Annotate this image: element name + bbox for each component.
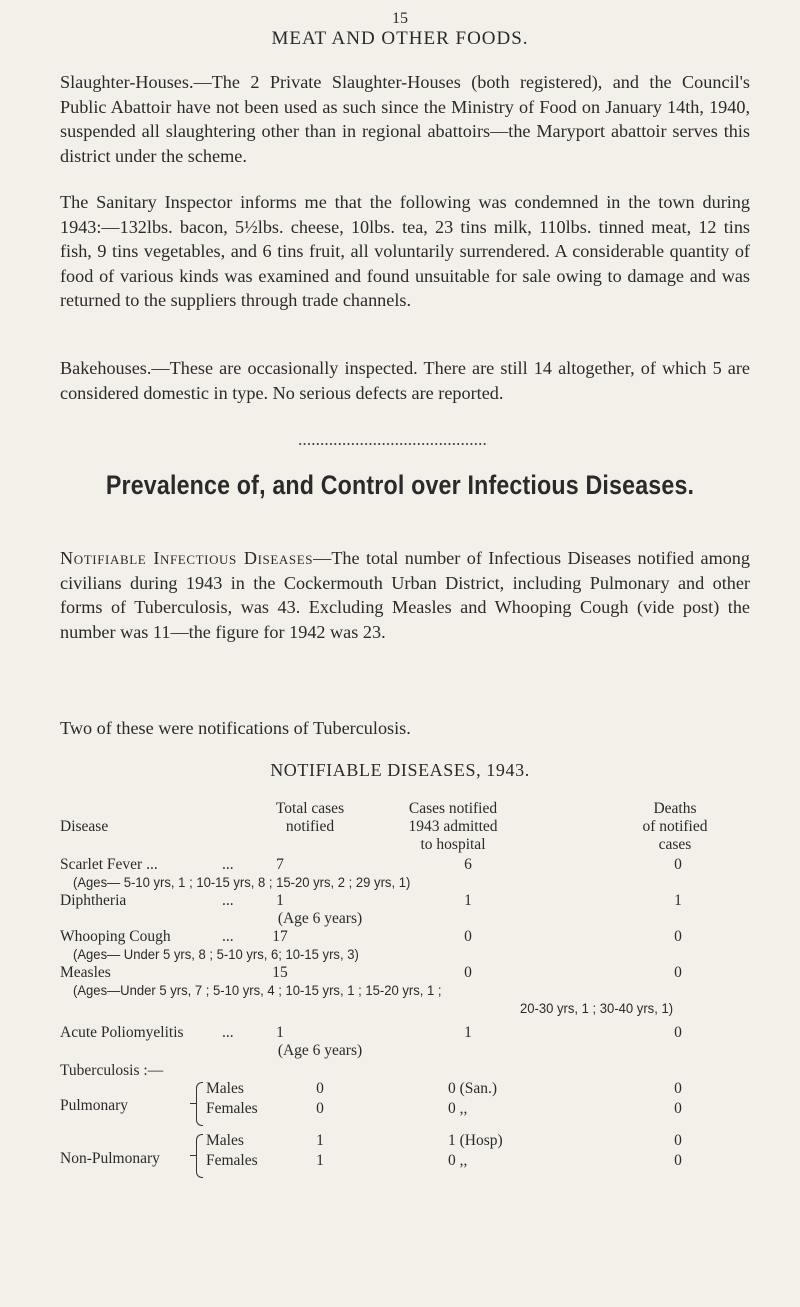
total-cases: 17: [272, 928, 288, 945]
hospital-cases: 0 ,,: [448, 1152, 468, 1169]
disease-name: Scarlet Fever ...: [60, 856, 158, 873]
sex-label: Males: [206, 1132, 244, 1149]
hospital-cases: 0: [464, 964, 472, 981]
total-cases: 15: [272, 964, 288, 981]
brace: [196, 1134, 203, 1178]
tuberculosis-label: Tuberculosis :—: [60, 1062, 164, 1079]
deaths: 0: [674, 1080, 682, 1097]
leader-dots: ...: [222, 1024, 234, 1041]
age-breakdown-continued: 20-30 yrs, 1 ; 30-40 yrs, 1): [520, 1001, 674, 1017]
hospital-cases: 6: [464, 856, 472, 873]
deaths: 0: [674, 1100, 682, 1117]
deaths: 0: [674, 856, 682, 873]
disease-name: Non-Pulmonary: [60, 1150, 160, 1167]
paragraph-bakehouses: Bakehouses.—These are occasionally inspected. There are still 14 altogether, of which 5 are considered domestic in type. No serious defects are reported.: [60, 358, 750, 403]
age-breakdown: (Ages— Under 5 yrs, 8 ; 5-10 yrs, 6; 10-15 yrs, 3): [73, 947, 359, 963]
header-total-cases: Total cases: [275, 800, 345, 817]
hospital-cases: 0 (San.): [448, 1080, 498, 1097]
deaths: 0: [674, 1024, 682, 1041]
paragraph-notifiable-diseases: [60, 546, 750, 644]
total-cases: 1: [276, 892, 284, 909]
disease-name: Measles: [60, 964, 111, 981]
total-cases: 0: [316, 1080, 324, 1097]
total-cases: 1: [316, 1152, 324, 1169]
disease-name: Whooping Cough: [60, 928, 171, 945]
header-deaths: Deaths: [653, 800, 697, 817]
header-of-notified: of notified: [642, 818, 708, 835]
total-cases: 0: [316, 1100, 324, 1117]
header-notified: notified: [285, 818, 335, 835]
paragraph-slaughter-houses: Slaughter-Houses.—The 2 Private Slaughter-Houses (both registered), and the Council's Public Abattoir have not been used as such since the Ministry of Food on January 14th, 1940, suspended all slaughtering other than in regional abattoirs—the Maryport abattoir serves this district under the scheme.: [60, 72, 750, 166]
brace: [196, 1082, 203, 1126]
total-cases: 1: [276, 1024, 284, 1041]
leader-dots: ...: [222, 856, 234, 873]
deaths: 0: [674, 928, 682, 945]
leader-dots: ...: [222, 892, 234, 909]
total-cases: 1: [316, 1132, 324, 1149]
sex-label: Males: [206, 1080, 244, 1097]
disease-name: Diphtheria: [60, 892, 127, 909]
section-title: MEAT AND OTHER FOODS.: [271, 28, 529, 49]
leader-dots: ...: [222, 928, 234, 945]
age-breakdown: (Age 6 years): [277, 1042, 363, 1059]
hospital-cases: 0: [464, 928, 472, 945]
disease-name: Acute Poliomyelitis: [60, 1024, 184, 1041]
hospital-cases: 1: [464, 892, 472, 909]
hospital-cases: 0 ,,: [448, 1100, 468, 1117]
sex-label: Females: [206, 1100, 258, 1117]
dotted-separator: [298, 443, 488, 445]
deaths: 0: [674, 1152, 682, 1169]
hospital-cases: 1: [464, 1024, 472, 1041]
table-title: NOTIFIABLE DISEASES, 1943.: [270, 760, 530, 780]
header-cases-notified: Cases notified: [408, 800, 498, 817]
brace-tip: [190, 1155, 196, 1156]
hospital-cases: 1 (Hosp): [448, 1132, 503, 1149]
brace-tip: [190, 1103, 196, 1104]
deaths: 0: [674, 964, 682, 981]
age-breakdown: (Ages—Under 5 yrs, 7 ; 5-10 yrs, 4 ; 10-15 yrs, 1 ; 15-20 yrs, 1 ;: [73, 983, 442, 999]
deaths: 1: [674, 892, 682, 909]
header-disease: Disease: [60, 818, 109, 835]
header-cases: cases: [658, 836, 692, 853]
sex-label: Females: [206, 1152, 258, 1169]
deaths: 0: [674, 1132, 682, 1149]
page-number: 15: [392, 10, 408, 27]
header-to-hospital: to hospital: [420, 836, 486, 853]
paragraph-two-of-these: Two of these were notifications of Tuberculosis.: [60, 718, 411, 738]
age-breakdown: (Age 6 years): [277, 910, 363, 927]
prevalence-title: Prevalence of, and Control over Infectious Diseases.: [105, 470, 695, 500]
paragraph-sanitary-inspector: The Sanitary Inspector informs me that the following was condemned in the town during 1943:—132lbs. bacon, 5½lbs. cheese, 10lbs. tea, 23 tins milk, 110lbs. tinned meat, 12 tins fish, 9 tins vegetables, and 6 tins fruit, all voluntarily surrendered. A considerable quantity of food of various kinds was examined and found unsuitable for sale owing to damage and was returned to the suppliers through trade channels.: [60, 192, 750, 311]
disease-name: Pulmonary: [60, 1097, 129, 1114]
header-admitted: 1943 admitted: [408, 818, 498, 835]
total-cases: 7: [276, 856, 284, 873]
paragraph-lead-in: Notifiable Infectious Diseases: [60, 548, 314, 568]
age-breakdown: (Ages— 5-10 yrs, 1 ; 10-15 yrs, 8 ; 15-20 yrs, 2 ; 29 yrs, 1): [73, 875, 411, 891]
paragraph-notifiable-body: —The total number of Infectious Diseases notified among civilians during 1943 in the Cockermouth Urban District, including Pulmonary and other forms of Tuberculosis, was 43. Excluding Measles and Whooping Cough (vide post) the number was 11—the figure for 1942 was 23.: [60, 548, 750, 642]
